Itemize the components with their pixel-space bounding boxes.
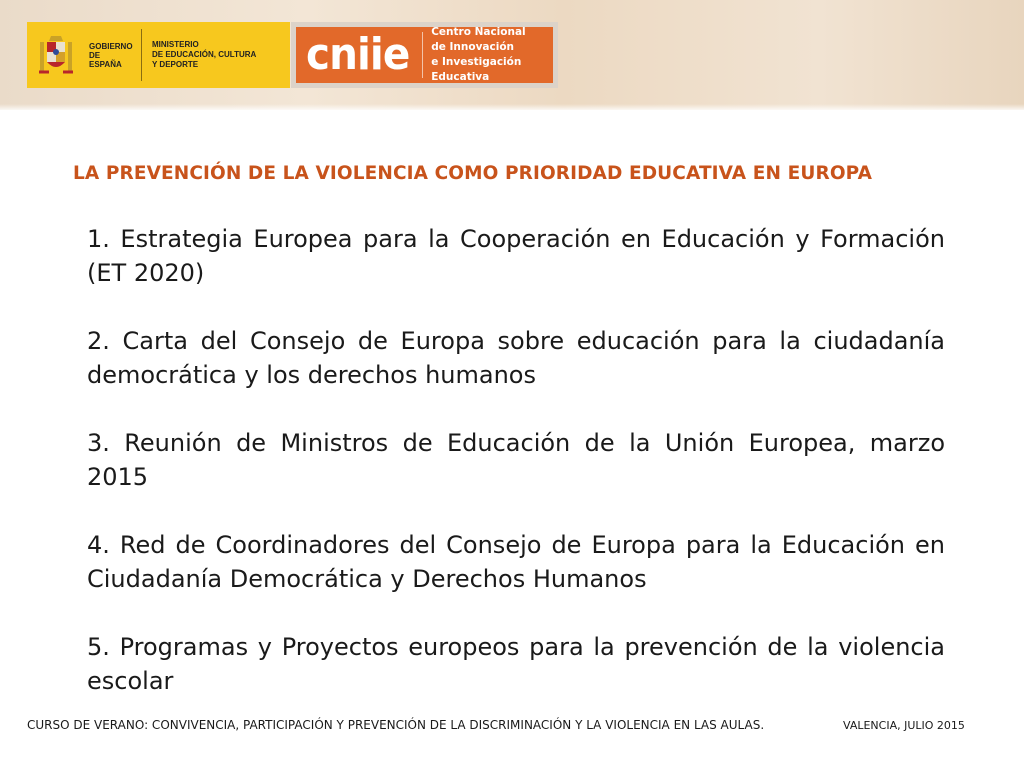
slide-title: LA PREVENCIÓN DE LA VIOLENCIA COMO PRIORIDAD EDUCATIVA EN EUROPA	[73, 163, 873, 184]
list-item: 5. Programas y Proyectos europeos para la prevención de la violencia escolar	[87, 633, 945, 695]
ministerio-text: MINISTERIO DE EDUCACIÓN, CULTURA Y DEPORTE	[152, 40, 257, 69]
list-item: 3. Reunión de Ministros de Educación de la Unión Europea, marzo 2015	[87, 429, 945, 491]
footer-place-date: VALENCIA, JULIO 2015	[843, 719, 965, 732]
logo-divider	[141, 29, 142, 81]
gobierno-text: GOBIERNO DE ESPAÑA	[89, 41, 133, 69]
list-item: 2. Carta del Consejo de Europa sobre educación para la ciudadanía democrática y los derechos humanos	[87, 327, 945, 389]
gobierno-de-espana-logo	[27, 22, 290, 88]
cniie-separator	[422, 32, 423, 78]
list-item: 1. Estrategia Europea para la Cooperación en Educación y Formación (ET 2020)	[87, 225, 945, 287]
cniie-logo	[291, 22, 558, 88]
cniie-wordmark: cniie	[306, 29, 410, 80]
coat-of-arms-icon	[37, 32, 75, 78]
cniie-description: Centro Nacional de Innovación e Investigación Educativa	[431, 26, 526, 83]
item-list	[87, 222, 945, 698]
footer-course: CURSO DE VERANO: CONVIVENCIA, PARTICIPACIÓN Y PREVENCIÓN DE LA DISCRIMINACIÓN Y LA VIOLENCIA EN LAS AULAS.	[27, 718, 765, 732]
list-item: 4. Red de Coordinadores del Consejo de Europa para la Educación en Ciudadanía Democrática y Derechos Humanos	[87, 531, 945, 593]
